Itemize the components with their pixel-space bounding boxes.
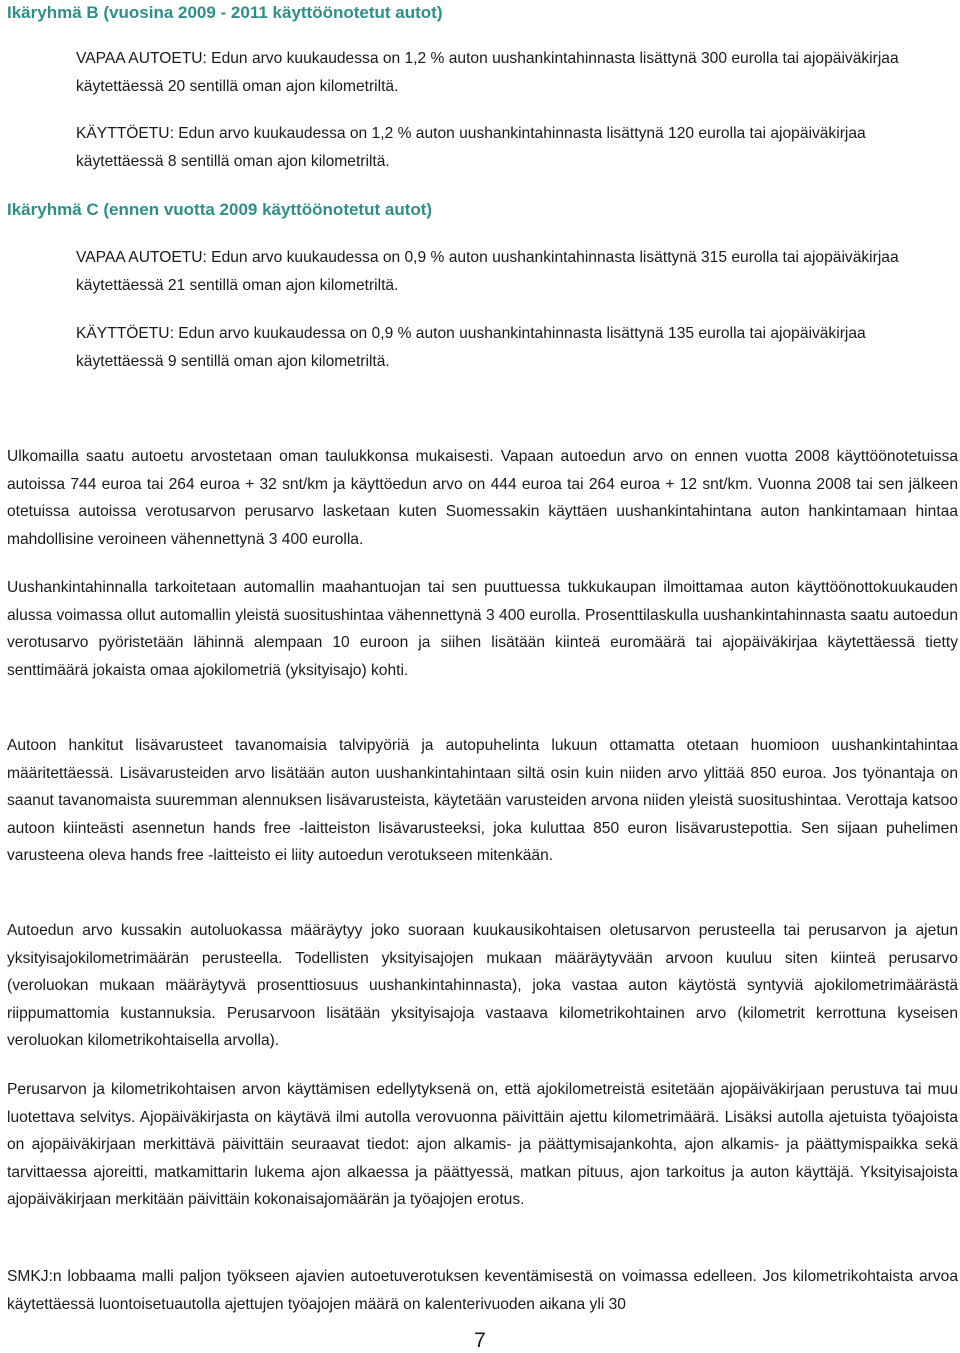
sentence: Yksityisajoista ajopäiväkirjaan merkitään päivittäin kokonaisajomäärän ja työajojen erotus. <box>7 1163 958 1209</box>
sentence: Todellisten yksityisajojen mukaan määräytyvään arvoon kuuluu siten kiinteä perusarvo (veroluokan mukaan määräytyvä prosenttiosuus uushankintahinnasta), joka vastaa auton käytöstä syntyviä ajokilometrimäärästä riippumattomia kustannuksia. <box>7 949 958 1022</box>
sentence: Ulkomailla saatu autoetu arvostetaan oman taulukkonsa mukaisesti. <box>7 448 494 465</box>
sentence: Autoedun arvo kussakin autoluokassa määräytyy joko suoraan kuukausikohtaisen oletusarvon perusteella tai perusarvon ja ajetun yksityisajokilometrimäärän perusteella. <box>7 922 958 967</box>
sentence: SMKJ:n lobbaama malli paljon työkseen ajavien autoetuverotuksen keventämisestä on voimassa edelleen. <box>7 1268 757 1285</box>
sentence: Uushankintahinnalla tarkoitetaan automallin maahantuojan tai sen puuttuessa tukkukaupan ilmoittamaa auton käyttöönottokuukauden alussa voimassa ollut automallin yleistä suositushintaa vähennettynä 3 400 eurolla. <box>7 579 958 624</box>
sentence: Ajopäiväkirjasta on käytävä ilmi autolla verovuonna päivittäin ajettu kilometrimäärä. <box>139 1108 720 1126</box>
group-b-free-car-benefit: VAPAA AUTOETU: Edun arvo kuukaudessa on 1,2 % auton uushankintahinnasta lisättynä 300 eurolla tai ajopäiväkirjaa käytettäessä 20 sentillä oman ajon kilometriltä. <box>76 50 899 95</box>
sentence: Lisäksi autolla ajetuista työajoista on ajopäiväkirjaan merkittävä päivittäin seuraavat tiedot: ajon alkamis- ja päättymisajankohta, ajon alkamis- ja päättymispaikka sekä tarvittaessa ajoreitti, matkamittarin lukema ajon alkaessa ja päättyessä, matkan pituus, ajon tarkoitus ja auton käyttäjä. <box>7 1108 958 1181</box>
paragraph-new-purchase-price <box>7 574 958 684</box>
sentence: Verottaja katsoo autoon kiinteästi asennetun hands free -laitteiston lisävarusteeksi, joka kuluttaa 850 euron lisävarustepottia. <box>7 792 958 837</box>
heading-age-group-c: Ikäryhmä C (ennen vuotta 2009 käyttöönotetut autot) <box>7 200 433 219</box>
sentence: Autoon hankitut lisävarusteet tavanomaisia talvipyöriä ja autopuhelinta lukuun ottamatta otetaan huomioon uushankintahintaa määritettäessä. <box>7 737 958 782</box>
paragraph-driving-log <box>7 1076 958 1214</box>
sentence: Perusarvon ja kilometrikohtaisen arvon käyttämisen edellytyksenä on, että ajokilometreistä esitetään ajopäiväkirjaan perustuva tai muu luotettava selvitys. <box>7 1081 958 1126</box>
sentence: Jos kilometrikohtaista arvoa käytettäessä luontoisetuautolla ajettujen työajojen määrä on kalenterivuoden aikana yli 30 <box>7 1268 958 1313</box>
sentence: Sen sijaan puhelimen varusteena oleva hands free -laitteisto ei liity autoedun verotukseen mitenkään. <box>7 819 958 865</box>
sentence: Vapaan autoedun arvo on ennen vuotta 2008 käyttöönotetuissa autoissa 744 euroa tai 264 euroa + 32 snt/km ja käyttöedun arvo on 444 euroa tai 264 euroa + 12 snt/km. <box>7 448 958 493</box>
page-number: 7 <box>474 1329 486 1352</box>
group-c-free-car-benefit: VAPAA AUTOETU: Edun arvo kuukaudessa on 0,9 % auton uushankintahinnasta lisättynä 315 eurolla tai ajopäiväkirjaa käytettäessä 21 sentillä oman ajon kilometriltä. <box>76 249 899 294</box>
group-b-usage-benefit: KÄYTTÖETU: Edun arvo kuukaudessa on 1,2 % auton uushankintahinnasta lisättynä 120 eurolla tai ajopäiväkirjaa käytettäessä 8 sentillä oman ajon kilometriltä. <box>76 125 866 170</box>
paragraph-benefit-value-basis <box>7 917 958 1055</box>
paragraph-accessories <box>7 732 958 870</box>
sentence: Jos työnantaja on saanut tavanomaista suuremman alennuksen lisävarusteista, käytetään varusteiden arvona niiden yleistä suositushintaa. <box>7 764 958 810</box>
paragraph-smkj-model <box>7 1263 958 1318</box>
group-c-usage-benefit: KÄYTTÖETU: Edun arvo kuukaudessa on 0,9 % auton uushankintahinnasta lisättynä 135 eurolla tai ajopäiväkirjaa käytettäessä 9 sentillä oman ajon kilometriltä. <box>76 325 866 370</box>
sentence: Prosenttilaskulla uushankintahinnasta saatu autoedun verotusarvo pyöristetään lähinnä alempaan 10 euroon ja siihen lisätään kiinteä euromäärä tai ajopäiväkirjaa käytettäessä tietty senttimäärä jokaista omaa ajokilometriä (yksityisajo) kohti. <box>7 606 959 679</box>
sentence: Perusarvoon lisätään yksityisajoja vastaava kilometrikohtainen arvo (kilometrit kerrottuna kyseisen veroluokan kilometrikohtaisella arvolla). <box>7 1004 958 1050</box>
sentence: Vuonna 2008 tai sen jälkeen otetuissa autoissa verotusarvon perusarvo lasketaan kuten Suomessakin käyttäen uushankintahintana auton hankintamaan hintaa mahdollisine veroineen vähennettynä 3 400 eurolla. <box>7 475 958 548</box>
sentence: Lisävarusteiden arvo lisätään auton uushankintahintaan siltä osin kuin niiden arvo ylittää 850 euroa. <box>119 764 827 782</box>
paragraph-foreign-car-benefit <box>7 443 958 553</box>
heading-age-group-b: Ikäryhmä B (vuosina 2009 - 2011 käyttöönotetut autot) <box>7 3 443 22</box>
